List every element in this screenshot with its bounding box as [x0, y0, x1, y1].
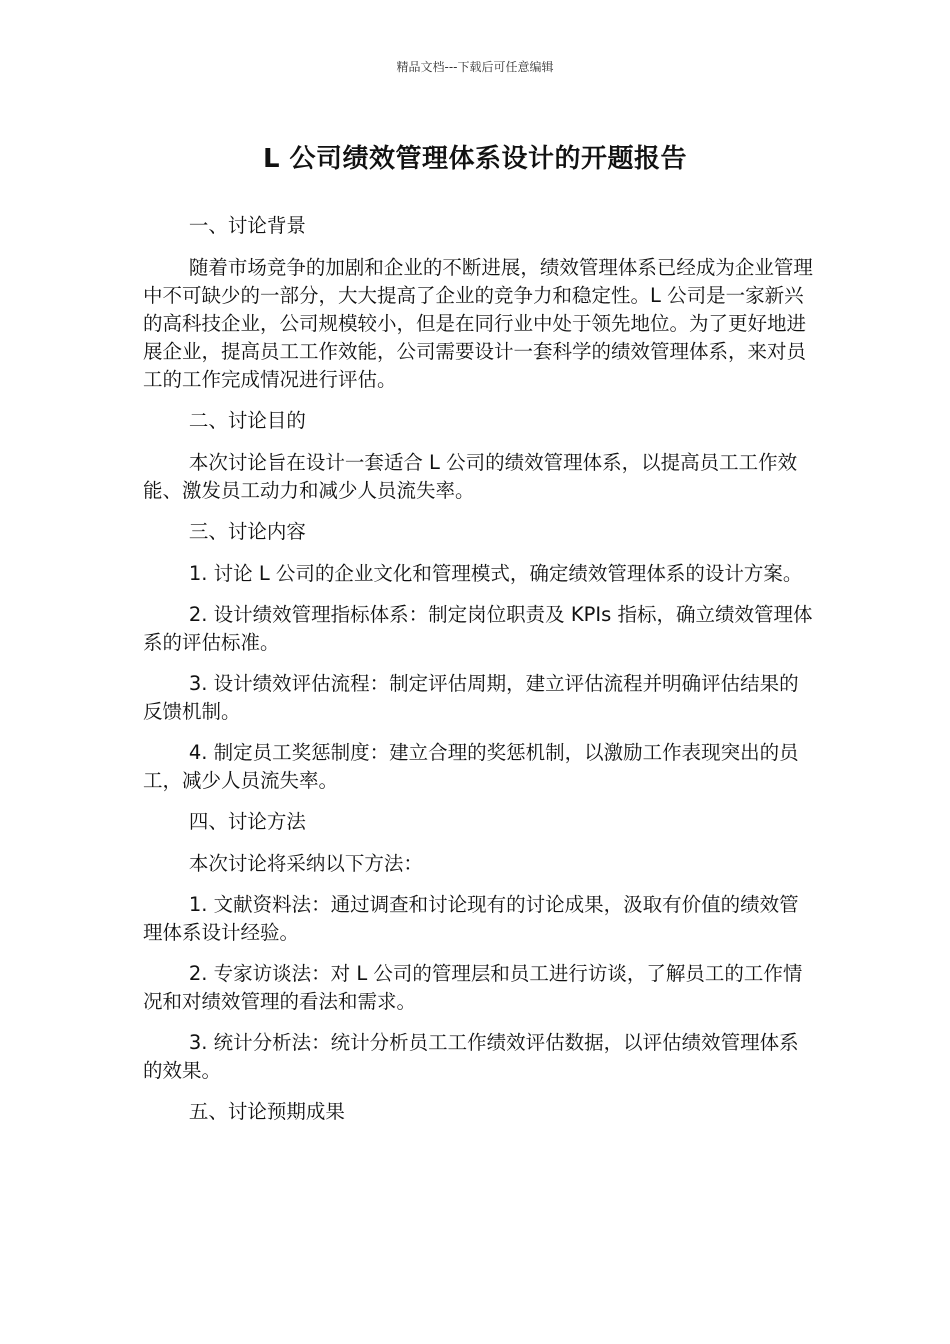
method-item: 2. 专家访谈法：对 L 公司的管理层和员工进行访谈，了解员工的工作情况和对绩效管理的看法和需求。 [143, 962, 803, 1013]
method-item: 1. 文献资料法：通过调查和讨论现有的讨论成果，汲取有价值的绩效管理体系设计经验。 [143, 893, 799, 944]
content-item: 3. 设计绩效评估流程：制定评估周期，建立评估流程并明确评估结果的反馈机制。 [143, 672, 799, 723]
content-item: 2. 设计绩效管理指标体系：制定岗位职责及 KPIs 指标，确立绩效管理体系的评估标准。 [143, 603, 813, 654]
section-heading-content: 三、讨论内容 [188, 520, 306, 543]
paragraph-method-intro: 本次讨论将采纳以下方法： [188, 852, 423, 875]
section-heading-results: 五、讨论预期成果 [188, 1100, 345, 1123]
section-heading-purpose: 二、讨论目的 [188, 409, 306, 432]
content-item: 4. 制定员工奖惩制度：建立合理的奖惩机制，以激励工作表现突出的员工，减少人员流失率。 [143, 741, 799, 792]
section-heading-method: 四、讨论方法 [188, 810, 306, 833]
method-item: 3. 统计分析法：统计分析员工工作绩效评估数据，以评估绩效管理体系的效果。 [143, 1031, 799, 1082]
document-title: L 公司绩效管理体系设计的开题报告 [262, 144, 688, 174]
section-heading-background: 一、讨论背景 [188, 214, 306, 237]
document-body [143, 212, 813, 1140]
paragraph-purpose: 本次讨论旨在设计一套适合 L 公司的绩效管理体系，以提高员工工作效能、激发员工动力和减少人员流失率。 [143, 451, 798, 502]
content-item: 1. 讨论 L 公司的企业文化和管理模式，确定绩效管理体系的设计方案。 [188, 562, 803, 585]
paragraph-background: 随着市场竞争的加剧和企业的不断进展，绩效管理体系已经成为企业管理中不可缺少的一部分，大大提高了企业的竞争力和稳定性。L 公司是一家新兴的高科技企业，公司规模较小，但是在同行业中处于领先地位。为了更好地进展企业，提高员工工作效能，公司需要设计一套科学的绩效管理体系，来对员工的工作完成情况进行评估。 [143, 256, 813, 391]
header-note: 精品文档---下载后可任意编辑 [396, 60, 554, 74]
